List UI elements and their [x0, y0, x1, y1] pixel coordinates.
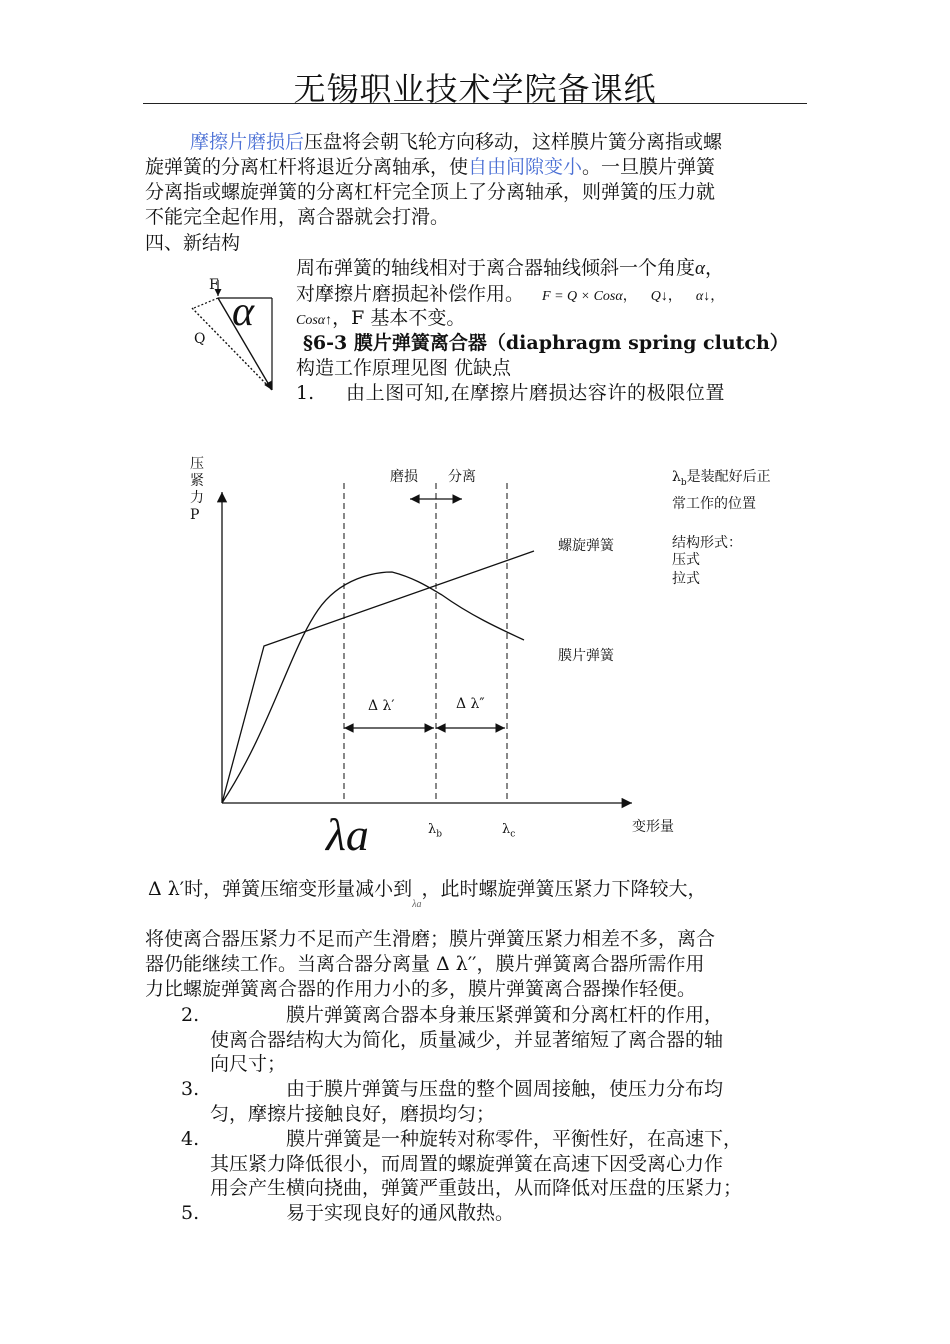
note1-sub: b [680, 477, 687, 488]
page-title: 无锡职业技术学院备课纸 [293, 70, 657, 108]
diaphragm-spring-label: 膜片弹簧 [558, 648, 614, 664]
item4-number: 4. [181, 1128, 200, 1150]
item2-line1: 膜片弹簧离合器本身兼压紧弹簧和分离杠杆的作用， [286, 1004, 724, 1026]
spring-characteristic-chart [180, 450, 700, 870]
y-label-char-3: 力 [190, 490, 204, 506]
note1-text: 是装配好后正 [686, 469, 771, 485]
x-axis-label: 变形量 [632, 819, 674, 835]
item5-number: 5. [181, 1202, 200, 1224]
item3-line2: 匀，摩擦片接触良好，磨损均匀； [210, 1102, 496, 1125]
item2-line2: 使离合器结构大为简化，质量减少，并显著缩短了离合器的轴 [210, 1028, 724, 1051]
para2-line1b: ，此时螺旋弹簧压紧力下降较大， [421, 878, 707, 900]
section4-line1-text: 周布弹簧的轴线相对于离合器轴线倾斜一个角度 [296, 257, 696, 279]
alpha-down: α↓ [695, 289, 711, 304]
para2-line2: 将使离合器压紧力不足而产生滑磨；膜片弹簧压紧力相差不多，离合 [145, 928, 716, 950]
item2-line3: 向尺寸； [210, 1053, 287, 1075]
item4-line2: 其压紧力降低很小，而周置的螺旋弹簧在高速下因受离心力作 [210, 1152, 724, 1175]
para2-line3: 器仍能继续工作。当离合器分离量 Δ λ′′，膜片弹簧离合器所需作用 [145, 953, 705, 975]
separate-label: 分离 [448, 469, 476, 485]
item3-number: 3. [181, 1078, 200, 1100]
para1-text1: 压盘将会朝飞轮方向移动，这样膜片簧分离指或螺 [304, 131, 723, 153]
para2-line4: 力比螺旋弹簧离合器的作用力小的多，膜片弹簧离合器操作轻便。 [145, 978, 697, 1000]
section4-line3 [296, 306, 465, 334]
lambda-b-sub: b [436, 829, 443, 840]
lambda-c-symbol: λ [502, 822, 511, 837]
y-label-char-2: 紧 [190, 473, 204, 489]
para1-line2 [145, 155, 715, 180]
title-underline [143, 103, 807, 104]
formula: F = Q × Cosα [542, 289, 623, 304]
item1-number: 1. [296, 382, 315, 404]
item5-line1: 易于实现良好的通风散热。 [286, 1202, 515, 1224]
y-axis-label [190, 456, 206, 524]
note-line2: 常工作的位置 [672, 495, 756, 512]
para1-line2a: 旋弹簧的分离杠杆将退近分离轴承，使 [145, 156, 469, 178]
delta2-label: Δ λ″ [456, 696, 485, 712]
list-item-5 [181, 1201, 514, 1226]
item4-line1: 膜片弹簧是一种旋转对称零件，平衡性好，在高速下， [286, 1128, 743, 1150]
section63-subline: 构造工作原理见图 优缺点 [296, 357, 512, 379]
section4-heading: 四、新结构 [145, 232, 241, 254]
lambda-b-symbol: λ [428, 822, 437, 837]
diaphragm-spring-curve [222, 572, 524, 803]
note-line4: 压式 [672, 551, 700, 568]
section4-line1 [296, 256, 724, 282]
item3-line1: 由于膜片弹簧与压盘的整个圆周接触，使压力分布均 [286, 1078, 724, 1100]
dotted-cap [194, 298, 218, 308]
alpha-inline: α [695, 258, 705, 279]
para2-line1a: Δ λ′时，弹簧压缩变形量减小到 [148, 878, 413, 900]
note1-lambda: λ [672, 469, 681, 485]
para1-line3: 分离指或螺旋弹簧的分离杠杆完全顶上了分离轴承，则弹簧的压力就 [145, 181, 716, 203]
delta1-label: Δ λ′ [368, 698, 395, 714]
section4-line3-end: ，F 基本不变。 [332, 307, 466, 329]
cos-up: Cosα↑ [296, 313, 333, 328]
chart-notes [672, 467, 771, 590]
item2-number: 2. [181, 1004, 200, 1026]
section4-line2-text: 对摩擦片磨损起补偿作用。 [296, 283, 525, 305]
section63-heading: §6-3 膜片弹簧离合器（diaphragm spring clutch） [303, 332, 789, 354]
lambda-c-sub: c [510, 829, 516, 840]
para1-line1 [190, 130, 722, 155]
note-line5: 拉式 [672, 570, 700, 587]
y-label-char-1: 压 [190, 456, 204, 472]
note-line3: 结构形式： [672, 534, 742, 551]
link-free-gap[interactable]: 自由间隙变小 [468, 156, 583, 178]
q-down: Q↓ [650, 289, 668, 304]
wear-label: 磨损 [390, 469, 418, 485]
para1-line4: 不能完全起作用，离合器就会打滑。 [145, 206, 450, 228]
alpha-symbol: α [232, 289, 255, 335]
item1-text: 由上图可知,在摩擦片磨损达容许的极限位置 [346, 382, 726, 404]
list-item-4 [181, 1127, 742, 1201]
force-label-f: F [209, 277, 219, 293]
para1-line2b: 。一旦膜片弹簧 [582, 156, 716, 178]
list-item-3 [181, 1077, 723, 1126]
section4-line1-end: ， [705, 257, 725, 279]
coil-spring-curve [222, 551, 534, 803]
link-wear[interactable]: 摩擦片磨损后 [190, 131, 305, 153]
coil-spring-label: 螺旋弹簧 [558, 538, 614, 554]
section63-item1 [296, 381, 725, 406]
item4-line3: 用会产生横向挠曲，弹簧严重鼓出，从而降低对压盘的压紧力； [210, 1177, 743, 1199]
lambda-c-label [502, 822, 515, 840]
y-label-char-4: P [190, 507, 200, 523]
list-item-2 [181, 1003, 723, 1077]
note-line1 [672, 467, 771, 494]
para2-line1 [148, 877, 707, 910]
lambda-a-inline: λa [412, 899, 422, 910]
force-label-q: Q [194, 331, 206, 347]
lambda-b-label [428, 822, 442, 840]
section4-line2: 对摩擦片磨损起补偿作用。 F = Q × Cosα， Q↓， α↓， [296, 283, 725, 305]
lambda-a-label: λa [326, 809, 369, 860]
